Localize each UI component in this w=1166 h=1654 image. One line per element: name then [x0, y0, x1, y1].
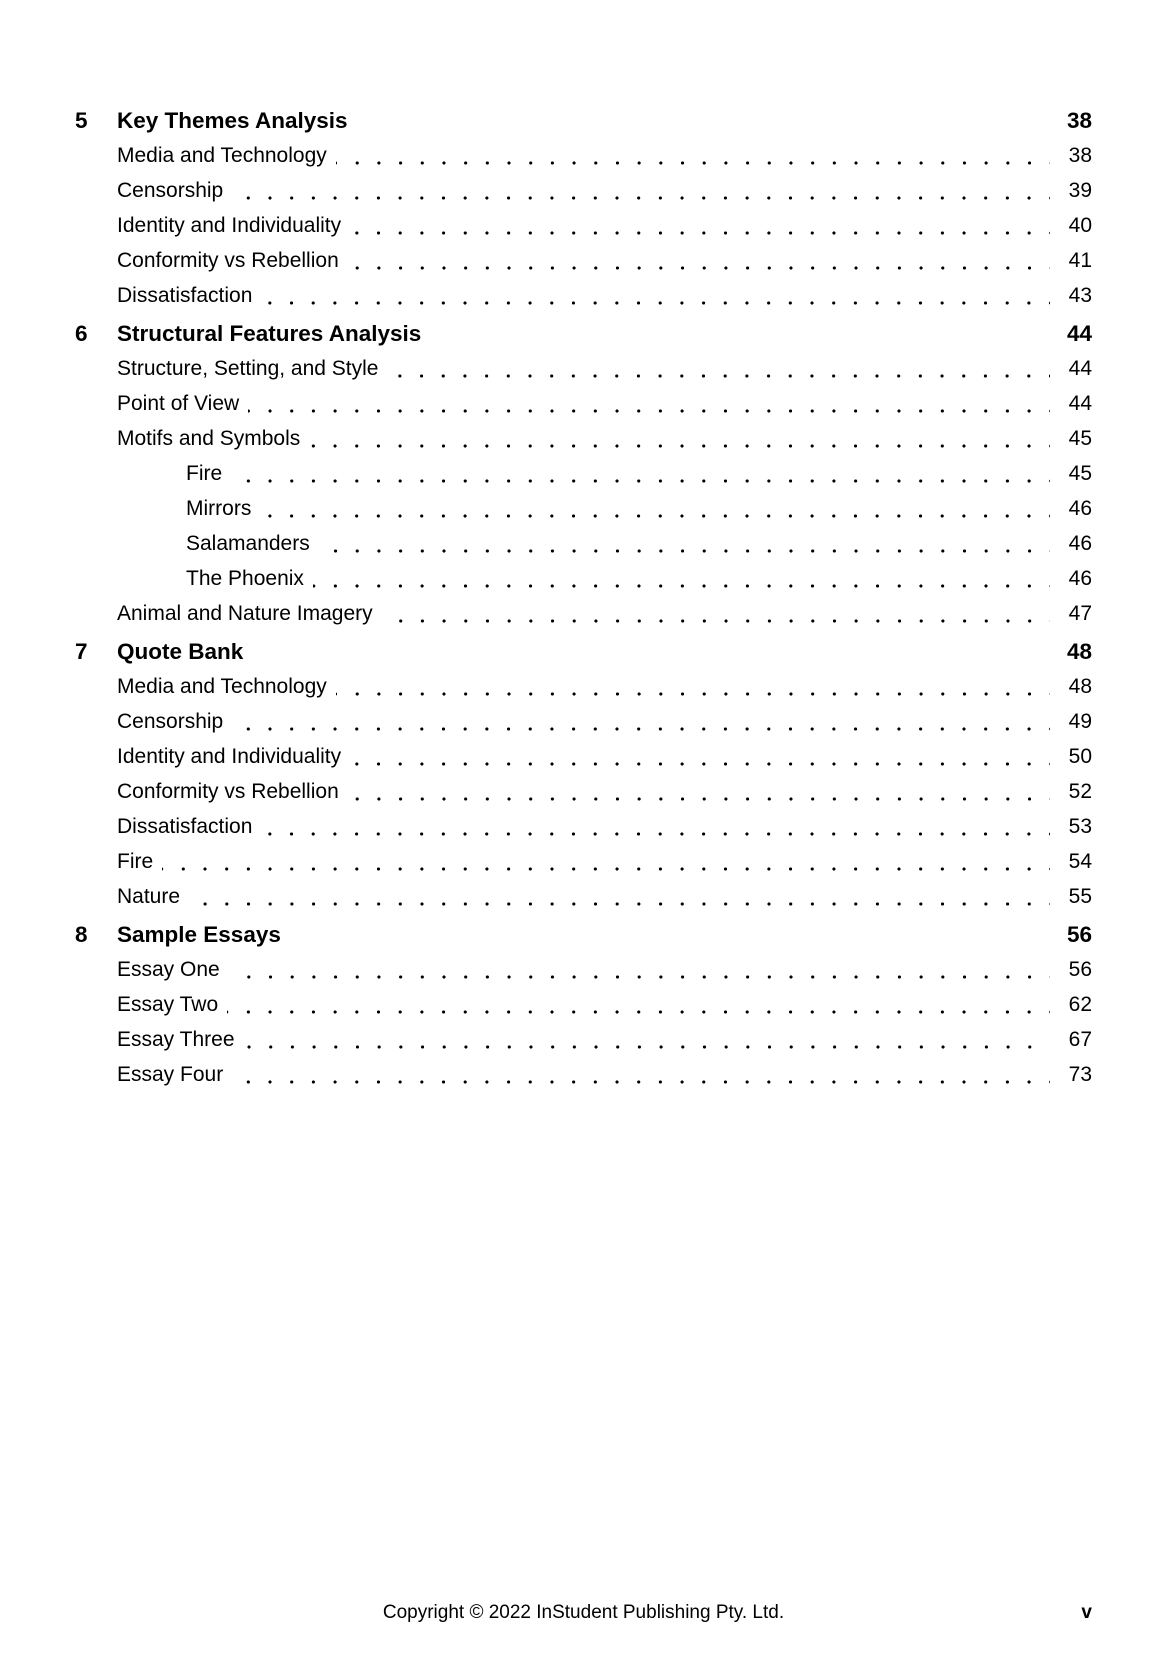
entry-title: Conformity vs Rebellion — [117, 249, 339, 272]
entry-title: Dissatisfaction — [117, 815, 253, 838]
dot-leader — [313, 561, 1050, 596]
chapter-number: 5 — [75, 108, 88, 133]
entry-title: Conformity vs Rebellion — [117, 780, 339, 803]
page-number: 40 — [1068, 214, 1092, 237]
dot-leader — [261, 809, 1050, 844]
page-number: 44 — [1068, 392, 1092, 415]
page-number: 48 — [1066, 639, 1092, 664]
toc-entry-row — [75, 351, 1092, 386]
chapter-number: 8 — [75, 922, 88, 947]
page-number: 49 — [1068, 710, 1092, 733]
toc-entry-row — [75, 243, 1092, 278]
page-number: 46 — [1068, 497, 1092, 520]
entry-title: Censorship — [117, 710, 224, 733]
toc-entry-row — [75, 173, 1092, 208]
dot-leader — [189, 879, 1050, 914]
dot-leader — [232, 173, 1050, 208]
page-number: 44 — [1068, 357, 1092, 380]
page-number: 50 — [1068, 745, 1092, 768]
page-number: 41 — [1068, 249, 1092, 272]
page-number: 67 — [1068, 1028, 1092, 1051]
page-number: 45 — [1068, 427, 1092, 450]
dot-leader — [309, 421, 1050, 456]
dot-leader — [232, 704, 1050, 739]
chapter-title: Structural Features Analysis — [117, 321, 422, 346]
entry-title: Animal and Nature Imagery — [117, 602, 373, 625]
dot-leader — [248, 386, 1050, 421]
chapter-title: Key Themes Analysis — [117, 108, 348, 133]
dot-leader — [387, 351, 1050, 386]
toc-entry-row — [75, 809, 1092, 844]
toc — [75, 103, 1092, 1092]
chapter-number: 7 — [75, 639, 88, 664]
footer-page-number: v — [1081, 1602, 1092, 1623]
entry-title: Media and Technology — [117, 675, 327, 698]
entry-title: Essay Three — [117, 1028, 235, 1051]
page-number: 39 — [1068, 179, 1092, 202]
page-number: 62 — [1068, 993, 1092, 1016]
entry-title: Mirrors — [186, 497, 252, 520]
dot-leader — [350, 739, 1050, 774]
entry-title: Nature — [117, 885, 181, 908]
toc-chapter-row — [75, 634, 1092, 669]
dot-leader — [244, 1022, 1051, 1057]
dot-leader — [350, 208, 1050, 243]
toc-entry-row — [75, 208, 1092, 243]
page-number: 45 — [1068, 462, 1092, 485]
toc-chapter-row — [75, 103, 1092, 138]
dot-leader — [319, 526, 1050, 561]
page-number: 53 — [1068, 815, 1092, 838]
chapter-number: 6 — [75, 321, 88, 346]
toc-entry-row — [75, 386, 1092, 421]
toc-entry-row — [75, 704, 1092, 739]
dot-leader — [260, 491, 1050, 526]
toc-entry-row — [75, 774, 1092, 809]
dot-leader — [336, 669, 1050, 704]
toc-entry-row — [75, 1022, 1092, 1057]
entry-title: Fire — [186, 462, 223, 485]
entry-title: Censorship — [117, 179, 224, 202]
toc-entry-row — [75, 844, 1092, 879]
dot-leader — [162, 844, 1050, 879]
dot-leader — [261, 278, 1050, 313]
toc-entry-row — [75, 987, 1092, 1022]
toc-entry-row — [75, 669, 1092, 704]
chapter-title: Sample Essays — [117, 922, 281, 947]
page-number: 47 — [1068, 602, 1092, 625]
entry-title: Essay One — [117, 958, 220, 981]
dot-leader — [348, 774, 1050, 809]
toc-entry-row — [75, 561, 1092, 596]
page-number: 46 — [1068, 567, 1092, 590]
page-number: 44 — [1066, 321, 1092, 346]
page-number: 38 — [1068, 144, 1092, 167]
entry-title: Dissatisfaction — [117, 284, 253, 307]
page-number: 38 — [1066, 108, 1092, 133]
toc-entry-row — [75, 879, 1092, 914]
entry-title: Essay Two — [117, 993, 219, 1016]
entry-title: Essay Four — [117, 1063, 224, 1086]
entry-title: Motifs and Symbols — [117, 427, 301, 450]
toc-chapter-row — [75, 917, 1092, 952]
dot-leader — [336, 138, 1050, 173]
entry-title: Point of View — [117, 392, 240, 415]
page-number: 52 — [1068, 780, 1092, 803]
entry-title: Identity and Individuality — [117, 745, 342, 768]
entry-title: The Phoenix — [186, 567, 304, 590]
toc-entry-row — [75, 1057, 1092, 1092]
page-number: 48 — [1068, 675, 1092, 698]
toc-entry-row — [75, 138, 1092, 173]
toc-entry-row — [75, 526, 1092, 561]
dot-leader — [348, 243, 1050, 278]
toc-entry-row — [75, 596, 1092, 631]
dot-leader — [232, 1057, 1050, 1092]
entry-title: Salamanders — [186, 532, 310, 555]
dot-leader — [229, 952, 1050, 987]
entry-title: Fire — [117, 850, 154, 873]
page-number: 73 — [1068, 1063, 1092, 1086]
page-number: 56 — [1066, 922, 1092, 947]
toc-entry-row — [75, 739, 1092, 774]
page-number: 43 — [1068, 284, 1092, 307]
dot-leader — [227, 987, 1050, 1022]
toc-entry-row — [75, 491, 1092, 526]
footer-copyright: Copyright © 2022 InStudent Publishing Pty. Ltd. — [382, 1602, 785, 1623]
page-number: 54 — [1068, 850, 1092, 873]
toc-chapter-row — [75, 316, 1092, 351]
dot-leader — [231, 456, 1050, 491]
chapter-title: Quote Bank — [117, 639, 244, 664]
entry-title: Identity and Individuality — [117, 214, 342, 237]
toc-entry-row — [75, 278, 1092, 313]
page-number: 55 — [1068, 885, 1092, 908]
entry-title: Structure, Setting, and Style — [117, 357, 379, 380]
dot-leader — [382, 596, 1050, 631]
entry-title: Media and Technology — [117, 144, 327, 167]
toc-entry-row — [75, 952, 1092, 987]
page-number: 56 — [1068, 958, 1092, 981]
toc-entry-row — [75, 456, 1092, 491]
toc-entry-row — [75, 421, 1092, 456]
page-number: 46 — [1068, 532, 1092, 555]
